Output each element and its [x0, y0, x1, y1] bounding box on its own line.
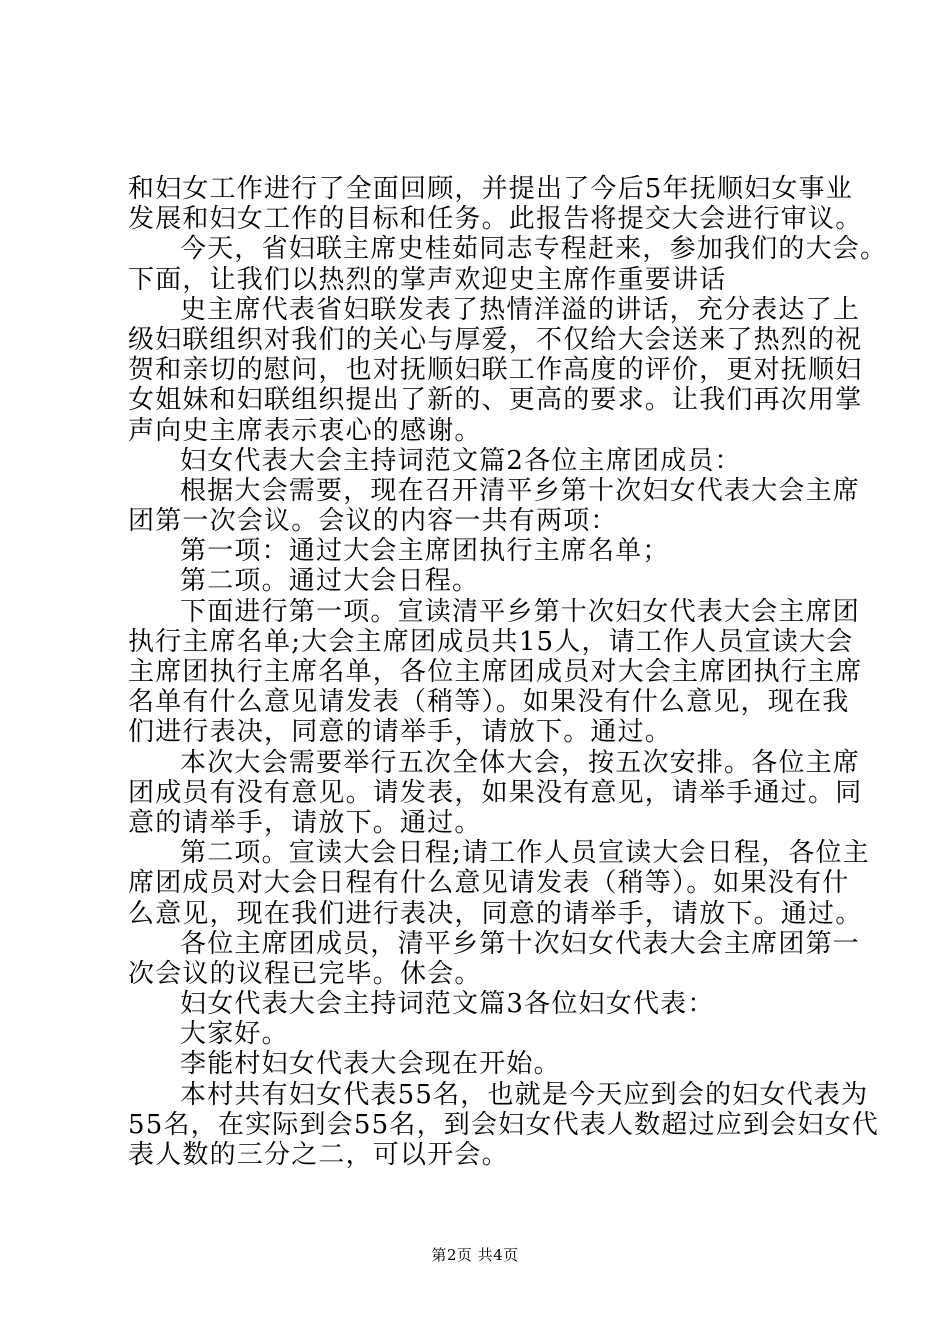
- text-line: 第二项。宣读大会日程;请工作人员宣读大会日程，各位主: [180, 838, 870, 869]
- text-line: 妇女代表大会主持词范文篇2各位主席团成员：: [180, 445, 742, 476]
- text-line: 团第一次会议。会议的内容一共有两项：: [128, 506, 618, 537]
- text-line: 各位主席团成员，清平乡第十次妇女代表大会主席团第一: [180, 928, 861, 959]
- text-line: 执行主席名单;大会主席团成员共15人，请工作人员宣读大会: [128, 626, 854, 657]
- page-footer: 第2页 共4页: [431, 1246, 519, 1264]
- text-line: 次会议的议程已完毕。休会。: [128, 958, 482, 989]
- text-line: 级妇联组织对我们的关心与厚爱，不仅给大会送来了热烈的祝: [128, 324, 863, 355]
- text-line: 妇女代表大会主持词范文篇3各位妇女代表：: [180, 989, 715, 1020]
- text-line: 第二项。通过大会日程。: [180, 566, 480, 597]
- text-line: 今天，省妇联主席史桂茹同志专程赶来，参加我们的大会。: [180, 234, 888, 265]
- text-line: 下面进行第一项。宣读清平乡第十次妇女代表大会主席团: [180, 596, 861, 627]
- document-body: [128, 174, 888, 1170]
- text-line: 本村共有妇女代表55名，也就是今天应到会的妇女代表为: [180, 1079, 869, 1110]
- text-line: 主席团执行主席名单，各位主席团成员对大会主席团执行主席: [128, 657, 863, 687]
- text-line: 李能村妇女代表大会现在开始。: [180, 1049, 561, 1080]
- text-line: 史主席代表省妇联发表了热情洋溢的讲话，充分表达了上: [180, 294, 861, 325]
- text-line: 名单有什么意见请发表（稍等）。如果没有什么意见，现在我: [128, 687, 850, 718]
- text-line: 么意见，现在我们进行表决，同意的请举手，请放下。通过。: [128, 898, 863, 929]
- text-line: 下面，让我们以热烈的掌声欢迎史主席作重要讲话: [128, 264, 727, 295]
- text-line: 发展和妇女工作的目标和任务。此报告将提交大会进行审议。: [128, 204, 863, 235]
- text-line: 女姐妹和妇联组织提出了新的、更高的要求。让我们再次用掌: [128, 385, 863, 416]
- text-line: 贺和亲切的慰问，也对抚顺妇联工作高度的评价，更对抚顺妇: [128, 355, 863, 386]
- text-line: 们进行表决，同意的请举手，请放下。通过。: [128, 717, 673, 748]
- text-line: 根据大会需要，现在召开清平乡第十次妇女代表大会主席: [180, 475, 861, 506]
- text-line: 大家好。: [180, 1019, 289, 1050]
- text-line: 席团成员对大会日程有什么意见请发表（稍等）。如果没有什: [128, 868, 850, 899]
- text-line: 第一项：通过大会主席团执行主席名单；: [180, 536, 670, 567]
- text-line: 55名，在实际到会55名，到会妇女代表人数超过应到会妇女代: [128, 1109, 879, 1140]
- text-line: 本次大会需要举行五次全体大会，按五次安排。各位主席: [180, 747, 861, 778]
- text-line: 意的请举手，请放下。通过。: [128, 807, 482, 838]
- text-line: 声向史主席表示衷心的感谢。: [128, 415, 482, 446]
- text-line: 表人数的三分之二，可以开会。: [128, 1140, 509, 1170]
- text-line: 团成员有没有意见。请发表，如果没有意见，请举手通过。同: [128, 777, 863, 808]
- text-line: 和妇女工作进行了全面回顾，并提出了今后5年抚顺妇女事业: [128, 174, 853, 204]
